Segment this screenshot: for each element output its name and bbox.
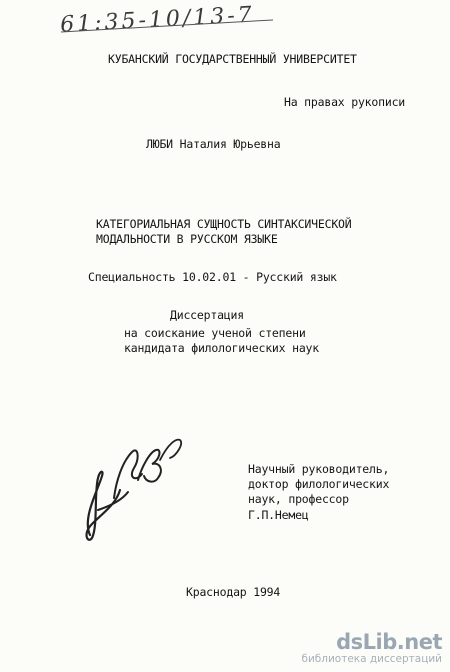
dslib-tagline: библиотека диссертаций (301, 653, 442, 665)
author-name: ЛЮБИ Наталия Юрьевна (146, 137, 281, 151)
advisor-line2: доктор филологических (248, 477, 390, 491)
dslib-logo (301, 631, 442, 653)
degree-line2: кандидата филологических наук (124, 341, 319, 355)
archive-number-text: 61:35-10/13-7 (59, 2, 256, 38)
degree-line1: на соискание ученой степени (124, 326, 306, 340)
city-year: Краснодар 1994 (186, 585, 281, 599)
specialty: Специальность 10.02.01 - Русский язык (88, 270, 337, 284)
advisor-line3: наук, профессор (248, 492, 349, 506)
dissertation-title-line2: МОДАЛЬНОСТИ В РУССКОМ ЯЗЫКЕ (96, 232, 278, 246)
advisor-line1: Научный руководитель, (248, 462, 390, 476)
handwritten-archive-number (58, 2, 278, 38)
university-name: КУБАНСКИЙ ГОСУДАРСТВЕННЫЙ УНИВЕРСИТЕТ (108, 52, 357, 66)
work-type: Диссертация (170, 308, 244, 322)
manuscript-note: На правах рукописи (284, 95, 406, 109)
advisor-line4: Г.П.Немец (248, 508, 309, 522)
logo-lib: Lib (362, 630, 397, 654)
logo-ds: ds (336, 630, 363, 654)
dslib-watermark (301, 631, 442, 666)
dissertation-title-line1: КАТЕГОРИАЛЬНАЯ СУЩНОСТЬ СИНТАКСИЧЕСКОЙ (96, 217, 352, 231)
signature-text: Любо (280, 630, 283, 631)
logo-net: .net (396, 630, 442, 654)
